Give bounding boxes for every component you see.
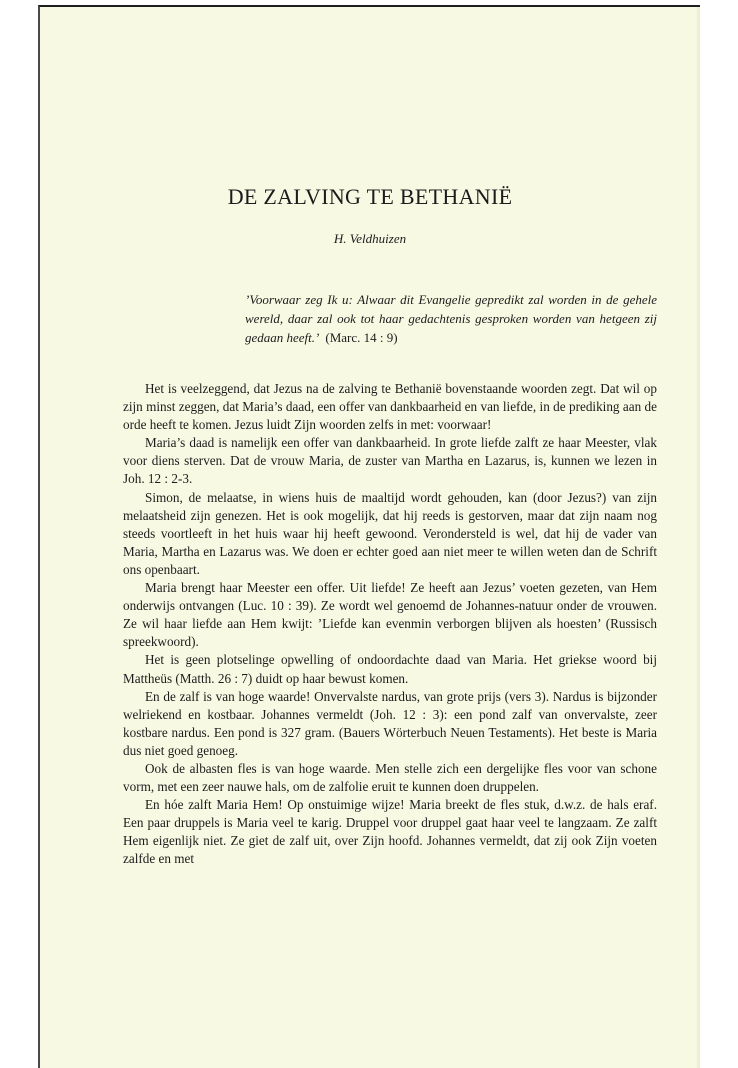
document-page [38,5,700,1068]
paragraph: Maria brengt haar Meester een offer. Uit liefde! Ze heeft aan Jezus’ voeten gezeten, van Hem onderwijs ontvangen (Luc. 10 : 39). Ze wordt wel genoemd de Johannes-natuur onder de vrouwen. Ze wil haar liefde aan Hem kwijt: ’Liefde kan evenmin verborgen blijven als hoesten’ (Russisch spreekwoord). [123,580,657,650]
epigraph [245,290,657,347]
paragraph: Ook de albasten fles is van hoge waarde. Men stelle zich een dergelijke fles voor van schone vorm, met een zeer nauwe hals, om de zalfolie eruit te kunnen doen druppelen. [123,760,657,795]
article-author: H. Veldhuizen [333,231,407,246]
paragraph: Simon, de melaatse, in wiens huis de maaltijd wordt gehouden, kan (door Jezus?) van zijn melaatsheid zijn genezen. Het is ook mogelijk, dat hij reeds is gestorven, maar dat zijn naam nog steeds voortleeft in het huis waar hij heeft gewoond. Verondersteld is wel, dat hij de vader van Maria, Martha en Lazarus was. We doen er echter goed aan niet meer te willen weten dan de Schrift ons openbaart. [123,489,657,577]
paragraph: En de zalf is van hoge waarde! Onvervalste nardus, van grote prijs (vers 3). Nardus is bijzonder welriekend en kostbaar. Johannes vermeldt (Joh. 12 : 3): een pond zalf van onvervalste, zeer kostbare nardus. Een pond is 327 gram. (Bauers Wörterbuch Neuen Testaments). Het beste is Maria dus niet goed genoeg. [123,688,657,758]
article-body [123,380,657,869]
epigraph-quote: ’Voorwaar zeg Ik u: Alwaar dit Evangelie gepredikt zal worden in de gehele wereld, daar zal ook tot haar gedachtenis gesproken worden van hetgeen zij gedaan heeft.’ [245,292,657,345]
page-edge [697,7,700,1068]
paragraph: En hóe zalft Maria Hem! Op onstuimige wijze! Maria breekt de fles stuk, d.w.z. de hals eraf. Een paar druppels is Maria veel te karig. Druppel voor druppel gaat haar veel te langzaam. Ze zalft Hem eigenlijk niet. Ze giet de zalf uit, over Zijn hoofd. Johannes vermeldt, dat zij ook Zijn voeten zalfde en met [123,797,657,867]
paragraph: Het is veelzeggend, dat Jezus na de zalving te Bethanië bovenstaande woorden zegt. Dat wil op zijn minst zeggen, dat Maria’s daad, een offer van dankbaarheid en van liefde, in de prediking aan de orde heeft te komen. Jezus luidt Zijn woorden zelfs in met: voorwaar! [123,381,657,433]
epigraph-reference: (Marc. 14 : 9) [325,330,398,345]
article-title: DE ZALVING TE BETHANIË [227,184,513,209]
paragraph: Het is geen plotselinge opwelling of ondoordachte daad van Maria. Het griekse woord bij Mattheüs (Matth. 26 : 7) duidt op haar bewust komen. [123,652,657,686]
paragraph: Maria’s daad is namelijk een offer van dankbaarheid. In grote liefde zalft ze haar Meester, vlak voor diens sterven. Dat de vrouw Maria, de zuster van Martha en Lazarus, is, kunnen we lezen in Joh. 12 : 2-3. [123,435,657,487]
